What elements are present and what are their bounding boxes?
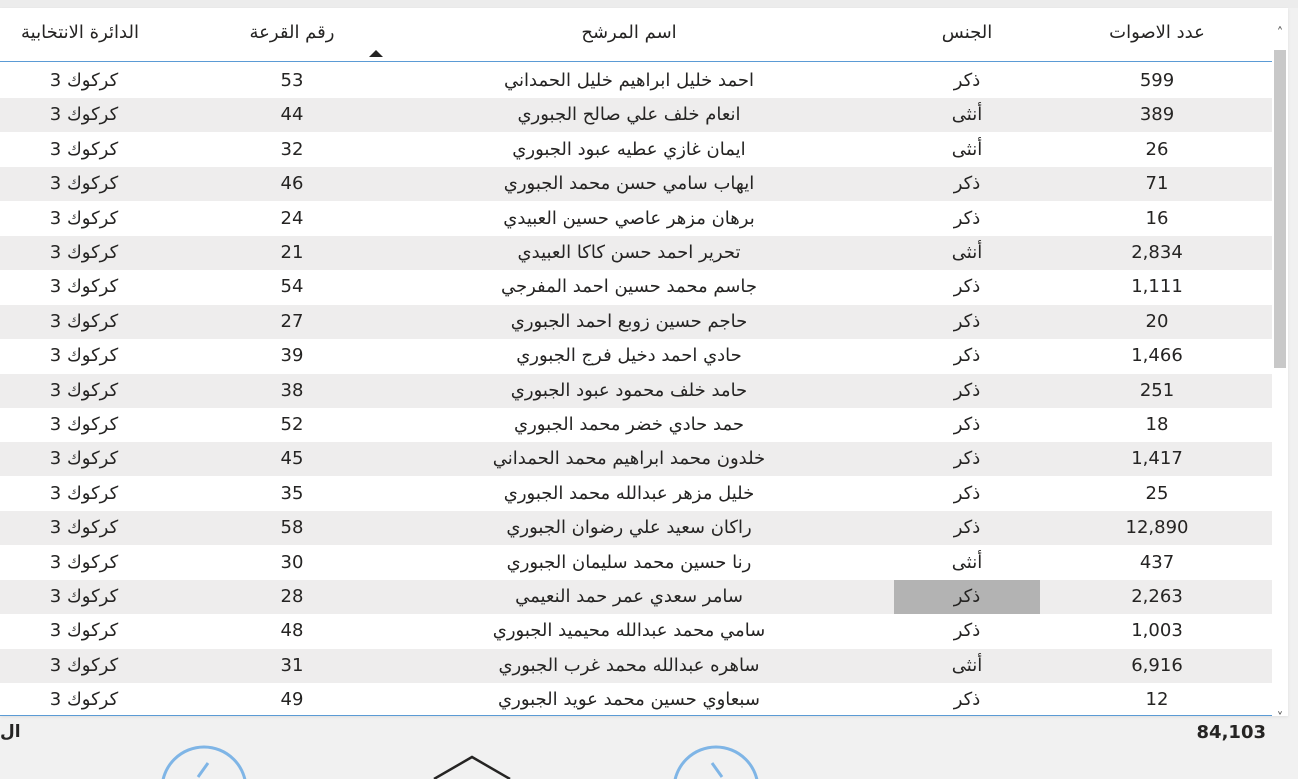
cell-district[interactable]: كركوك 3 <box>49 689 119 711</box>
cell-votes[interactable]: 20 <box>1145 310 1169 332</box>
table-row[interactable] <box>0 133 1272 167</box>
column-header-ballot-number[interactable]: رقم القرعة <box>249 22 335 43</box>
cell-ballot-number[interactable]: 39 <box>280 345 304 367</box>
cell-votes[interactable]: 2,263 <box>1131 586 1183 607</box>
total-row-label: ال <box>0 722 21 742</box>
cell-district[interactable]: كركوك 3 <box>49 379 119 401</box>
column-header-votes[interactable]: عدد الاصوات <box>1109 22 1205 43</box>
table-row[interactable] <box>0 442 1272 476</box>
table-row[interactable] <box>0 649 1272 683</box>
cell-district[interactable]: كركوك 3 <box>49 551 119 573</box>
cell-ballot-number[interactable]: 28 <box>280 586 304 607</box>
cell-votes[interactable]: 2,834 <box>1131 242 1183 263</box>
cell-ballot-number[interactable]: 24 <box>280 207 304 229</box>
cell-candidate-name[interactable]: حمد حادي خضر محمد الجبوري <box>514 414 744 435</box>
scroll-down-icon[interactable]: ˅ <box>1276 711 1284 726</box>
table-row[interactable] <box>0 98 1272 132</box>
cell-ballot-number[interactable]: 35 <box>280 482 304 504</box>
cell-votes[interactable]: 12,890 <box>1125 517 1189 539</box>
cell-votes[interactable]: 1,003 <box>1131 620 1183 642</box>
top-strip <box>0 0 1298 8</box>
table-visual <box>0 8 1288 726</box>
cell-votes[interactable]: 71 <box>1145 173 1169 195</box>
table-row[interactable] <box>0 339 1272 373</box>
cell-ballot-number[interactable]: 21 <box>280 242 304 263</box>
scroll-up-icon[interactable]: ˄ <box>1276 26 1284 41</box>
cell-votes[interactable]: 1,466 <box>1131 345 1183 367</box>
cell-candidate-name[interactable]: راكان سعيد علي رضوان الجبوري <box>506 517 752 539</box>
cell-district[interactable]: كركوك 3 <box>49 414 119 435</box>
cell-votes[interactable]: 6,916 <box>1131 654 1183 676</box>
cell-candidate-name[interactable]: سبعاوي حسين محمد عويد الجبوري <box>498 689 760 711</box>
sort-ascending-icon <box>369 50 383 57</box>
cell-candidate-name[interactable]: تحرير احمد حسن كاكا العبيدي <box>517 242 741 263</box>
cell-ballot-number[interactable]: 27 <box>280 310 304 332</box>
cell-gender[interactable]: أنثى <box>951 242 983 263</box>
cell-candidate-name[interactable]: ساهره عبدالله محمد غرب الجبوري <box>498 654 760 676</box>
cell-district[interactable]: كركوك 3 <box>49 70 119 91</box>
cell-gender[interactable]: أنثى <box>951 654 983 676</box>
cell-votes[interactable]: 26 <box>1145 138 1169 160</box>
cell-gender[interactable]: ذكر <box>953 207 981 229</box>
cell-votes[interactable]: 437 <box>1139 551 1175 573</box>
column-header-gender[interactable]: الجنس <box>941 22 993 43</box>
cell-votes[interactable]: 1,111 <box>1131 276 1183 298</box>
column-header-district[interactable]: الدائرة الانتخابية <box>21 22 139 43</box>
cell-ballot-number[interactable]: 46 <box>280 173 304 195</box>
table-body <box>0 64 1272 716</box>
cell-gender[interactable]: ذكر <box>953 379 981 401</box>
cell-candidate-name[interactable]: حاجم حسين زوبع احمد الجبوري <box>510 310 748 332</box>
cell-candidate-name[interactable]: ايمان غازي عطيه عبود الجبوري <box>512 138 746 160</box>
table-row[interactable] <box>0 270 1272 304</box>
cell-gender[interactable]: ذكر <box>953 689 981 711</box>
cell-ballot-number[interactable]: 31 <box>280 654 304 676</box>
home-icon[interactable] <box>428 755 516 779</box>
cell-candidate-name[interactable]: احمد خليل ابراهيم خليل الحمداني <box>504 70 754 91</box>
cell-gender[interactable]: أنثى <box>951 138 983 160</box>
arrow-right-icon[interactable] <box>668 743 764 779</box>
totals-divider <box>0 715 1272 716</box>
cell-ballot-number[interactable]: 45 <box>280 448 304 470</box>
cell-candidate-name[interactable]: خلدون محمد ابراهيم محمد الحمداني <box>492 448 766 470</box>
cell-district[interactable]: كركوك 3 <box>49 276 119 298</box>
cell-district[interactable]: كركوك 3 <box>49 345 119 367</box>
cell-candidate-name[interactable]: برهان مزهر عاصي حسين العبيدي <box>503 207 755 229</box>
table-row[interactable] <box>0 614 1272 648</box>
cell-district[interactable]: كركوك 3 <box>49 242 119 263</box>
cell-gender[interactable]: ذكر <box>953 173 981 195</box>
cell-candidate-name[interactable]: جاسم محمد حسين احمد المفرجي <box>500 276 758 298</box>
table-row[interactable] <box>0 408 1272 442</box>
cell-votes[interactable]: 1,417 <box>1131 448 1183 470</box>
cell-candidate-name[interactable]: سامي محمد عبدالله محيميد الجبوري <box>492 620 766 642</box>
cell-ballot-number[interactable]: 58 <box>280 517 304 539</box>
table-row[interactable] <box>0 202 1272 236</box>
cell-ballot-number[interactable]: 44 <box>280 104 304 126</box>
table-header <box>0 8 1272 62</box>
cell-candidate-name[interactable]: رنا حسين محمد سليمان الجبوري <box>506 551 752 573</box>
cell-district[interactable]: كركوك 3 <box>49 517 119 539</box>
cell-gender[interactable]: ذكر <box>953 482 981 504</box>
cell-votes[interactable]: 599 <box>1139 70 1175 91</box>
cell-candidate-name[interactable]: حامد خلف محمود عبود الجبوري <box>510 379 748 401</box>
table-row[interactable] <box>0 167 1272 201</box>
table-row[interactable] <box>0 64 1272 98</box>
cell-votes[interactable]: 251 <box>1139 379 1175 401</box>
vertical-scrollbar[interactable] <box>1272 8 1288 726</box>
cell-ballot-number[interactable]: 32 <box>280 138 304 160</box>
cell-votes[interactable]: 12 <box>1145 689 1169 711</box>
cell-district[interactable]: كركوك 3 <box>49 104 119 126</box>
cell-votes[interactable]: 389 <box>1139 104 1175 126</box>
table-row[interactable] <box>0 374 1272 408</box>
cell-district[interactable]: كركوك 3 <box>49 654 119 676</box>
cell-votes[interactable]: 16 <box>1145 207 1169 229</box>
cell-gender[interactable]: ذكر <box>953 310 981 332</box>
arrow-left-icon[interactable] <box>158 743 250 779</box>
cell-candidate-name[interactable]: ايهاب سامي حسن محمد الجبوري <box>503 173 755 195</box>
cell-district[interactable]: كركوك 3 <box>49 310 119 332</box>
cell-district[interactable]: كركوك 3 <box>49 138 119 160</box>
cell-gender[interactable]: ذكر <box>894 580 1040 614</box>
cell-votes[interactable]: 18 <box>1145 414 1169 435</box>
cell-ballot-number[interactable]: 52 <box>280 414 304 435</box>
cell-gender[interactable]: ذكر <box>953 517 981 539</box>
cell-gender[interactable]: ذكر <box>953 414 981 435</box>
cell-gender[interactable]: ذكر <box>953 345 981 367</box>
header-divider <box>0 61 1272 62</box>
cell-ballot-number[interactable]: 38 <box>280 379 304 401</box>
table-row[interactable] <box>0 477 1272 511</box>
cell-ballot-number[interactable]: 30 <box>280 551 304 573</box>
table-row[interactable] <box>0 236 1272 270</box>
cell-candidate-name[interactable]: انعام خلف علي صالح الجبوري <box>517 104 741 126</box>
cell-votes[interactable]: 25 <box>1145 482 1169 504</box>
cell-gender[interactable]: ذكر <box>953 448 981 470</box>
table-row[interactable] <box>0 580 1272 614</box>
table-row[interactable] <box>0 511 1272 545</box>
cell-gender[interactable]: أنثى <box>951 104 983 126</box>
column-header-candidate-name[interactable]: اسم المرشح <box>581 22 677 43</box>
total-votes-value: 84,103 <box>1196 722 1266 743</box>
cell-ballot-number[interactable]: 49 <box>280 689 304 711</box>
cell-candidate-name[interactable]: خليل مزهر عبدالله محمد الجبوري <box>503 482 755 504</box>
cell-district[interactable]: كركوك 3 <box>49 620 119 642</box>
table-row[interactable] <box>0 546 1272 580</box>
cell-district[interactable]: كركوك 3 <box>49 482 119 504</box>
cell-district[interactable]: كركوك 3 <box>49 207 119 229</box>
cell-district[interactable]: كركوك 3 <box>49 448 119 470</box>
cell-ballot-number[interactable]: 48 <box>280 620 304 642</box>
cell-ballot-number[interactable]: 54 <box>280 276 304 298</box>
cell-gender[interactable]: ذكر <box>953 276 981 298</box>
table-row[interactable] <box>0 305 1272 339</box>
cell-district[interactable]: كركوك 3 <box>49 173 119 195</box>
cell-district[interactable]: كركوك 3 <box>49 586 119 607</box>
table-row[interactable] <box>0 683 1272 716</box>
scrollbar-thumb[interactable] <box>1274 50 1286 368</box>
cell-candidate-name[interactable]: حادي احمد دخيل فرج الجبوري <box>516 345 742 367</box>
cell-gender[interactable]: ذكر <box>953 620 981 642</box>
cell-gender[interactable]: أنثى <box>951 551 983 573</box>
cell-gender[interactable]: ذكر <box>953 70 981 91</box>
cell-ballot-number[interactable]: 53 <box>280 70 304 91</box>
cell-candidate-name[interactable]: سامر سعدي عمر حمد النعيمي <box>515 586 743 607</box>
